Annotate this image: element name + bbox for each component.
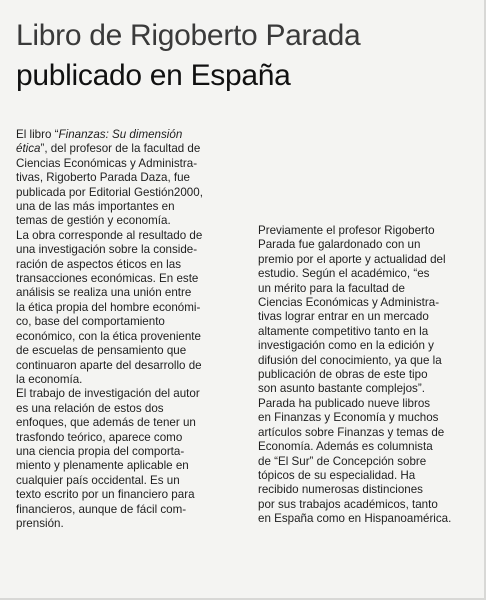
text-line: estudio. Según el académico, “es — [258, 267, 430, 281]
book-title-italic: ética — [16, 142, 41, 156]
left-column — [16, 128, 231, 531]
text-line: enfoques, que además de tener un — [16, 416, 196, 430]
text-line: miento y plenamente aplicable en — [16, 459, 189, 473]
text-line: cualquier país occidental. Es un — [16, 473, 180, 487]
text-line: tivas lograr entrar en un mercado — [258, 310, 429, 324]
paragraph-2 — [16, 229, 231, 387]
headline-line-1: Libro de Rigoberto Parada — [16, 19, 361, 52]
text-line: financieros, aunque de fácil com- — [16, 502, 187, 516]
text-line: recibido numerosas distinciones — [258, 483, 423, 497]
text-line: son asunto bastante complejos”. — [258, 382, 425, 396]
headline — [16, 18, 476, 96]
book-title-italic: Finanzas: Su dimensión — [58, 128, 183, 141]
text-line: investigación como en la edición y — [258, 339, 434, 353]
text-line: Previamente el profesor Rigoberto — [258, 224, 435, 237]
text-line: texto escrito por un financiero para — [16, 488, 195, 502]
text-line: tópicos de su especialidad. Ha — [258, 468, 416, 482]
text-line: ética”, del profesor de la facultad de — [16, 142, 201, 156]
text-line: análisis se realiza una unión entre — [16, 286, 192, 300]
text-line: económico, con la ética proveniente — [16, 329, 201, 343]
text-line: es una relación de estos dos — [16, 401, 164, 415]
text-line: un mérito para la facultad de — [258, 281, 405, 295]
text-line: trasfondo teórico, aparece como — [16, 430, 183, 444]
text-line: continuaron aparte del desarrollo de — [16, 358, 202, 372]
headline-line-2: publicado en España — [16, 59, 291, 92]
text-line: una investigación sobre la conside- — [16, 243, 198, 257]
text-line: de “El Sur” de Concepción sobre — [258, 454, 427, 468]
text-line: por sus trabajos académicos, tanto — [258, 497, 438, 511]
text-line: prensión. — [16, 516, 64, 530]
text-line: una de las más importantes en — [16, 200, 175, 214]
paragraph-1 — [16, 128, 231, 229]
text-line: publicación de obras de este tipo — [258, 368, 428, 382]
text-line: en España como en Hispanoamérica. — [258, 512, 452, 526]
right-column — [258, 224, 476, 527]
text-line: co, base del comportamiento — [16, 315, 165, 329]
text-line: la economía. — [16, 372, 83, 386]
text-line: premio por el aporte y actualidad del — [258, 252, 446, 266]
text-line: Economía. Además es columnista — [258, 440, 433, 454]
text-line: Parada ha publicado nueve libros — [258, 396, 431, 410]
text-line: Parada fue galardonado con un — [258, 238, 421, 252]
text-line: transacciones económicas. En este — [16, 272, 199, 286]
text-line: una ciencia propia del comporta- — [16, 444, 185, 458]
text-line: de escuelas de pensamiento que — [16, 344, 187, 358]
text-line: temas de gestión y economía. — [16, 214, 171, 228]
paragraph-5 — [258, 397, 476, 527]
text-line: publicada por Editorial Gestión2000, — [16, 185, 203, 199]
text-line: Ciencias Económicas y Administra- — [258, 296, 440, 310]
paragraph-3 — [16, 387, 231, 531]
text-line: en Finanzas y Economía y muchos — [258, 411, 439, 425]
text-line: Ciencias Económicas y Administra- — [16, 156, 198, 170]
text-line: El libro “Finanzas: Su dimensión — [16, 128, 183, 141]
text-line: tivas, Rigoberto Parada Daza, fue — [16, 171, 191, 185]
text-line: altamente competitivo tanto en la — [258, 324, 429, 338]
paragraph-4 — [258, 224, 476, 397]
text-line: difusión del conocimiento, ya que la — [258, 353, 442, 367]
text-line: ración de aspectos éticos en las — [16, 257, 181, 271]
text-line: artículos sobre Finanzas y temas de — [258, 425, 445, 439]
text-line: El trabajo de investigación del autor — [16, 387, 200, 401]
text-line: la ética propia del hombre económi- — [16, 300, 201, 314]
text-line: La obra corresponde al resultado de — [16, 228, 203, 242]
